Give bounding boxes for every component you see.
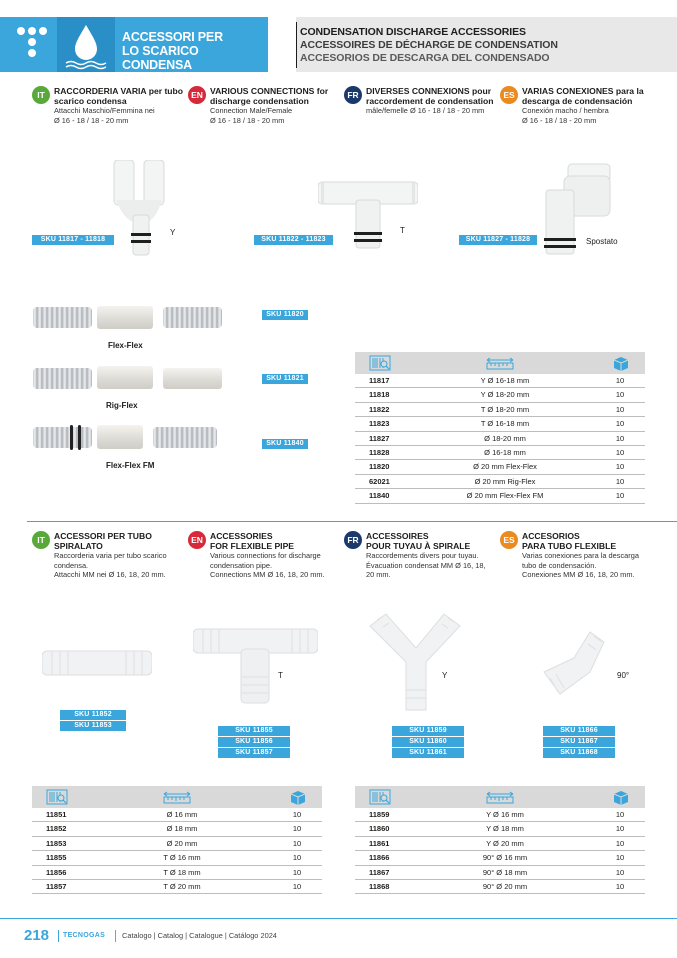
sku-tag: SKU 11856 (218, 737, 290, 747)
product-image-rig-coupler (97, 366, 153, 389)
sku-tag: SKU 11868 (543, 748, 615, 758)
box-quantity-icon (288, 789, 308, 805)
product-code: 11866 (369, 853, 390, 863)
table-row (32, 837, 322, 851)
product-qty: 10 (615, 433, 625, 443)
box-quantity-icon (611, 355, 631, 371)
catalog-label: Catalogo | Catalog | Catalogue | Catálogo 2024 (122, 931, 277, 940)
product-qty: 10 (615, 390, 625, 400)
product-image-t-hose-connector (193, 625, 318, 710)
product-code: 11859 (369, 810, 390, 819)
product-qty: 10 (615, 810, 625, 819)
footer-divider (115, 930, 116, 942)
table-row (355, 866, 645, 880)
table-row (355, 808, 645, 822)
product-image-flex-coupler (97, 306, 153, 329)
product-size: 90° Ø 18 mm (482, 867, 528, 877)
product-size: T Ø 18 mm (163, 867, 201, 877)
product-image-t-connector (318, 180, 418, 255)
lang-block-en: EN ACCESSORIES FOR FLEXIBLE PIPE Various connections for discharge condensation pipe. Connections MM Ø 16, 18, 20 mm. (188, 531, 338, 580)
header-title-fr: ACCESSOIRES DE DÉCHARGE DE CONDENSATION (300, 39, 558, 51)
barcode-search-icon (369, 355, 391, 371)
product-code: 11828 (369, 447, 390, 457)
table-row (355, 822, 645, 836)
table-row (355, 446, 645, 460)
table-row (355, 475, 645, 489)
table-row (32, 880, 322, 894)
table-row (32, 822, 322, 836)
product-table-1 (355, 352, 645, 504)
product-qty: 10 (615, 853, 625, 863)
sku-tag: SKU 11866 (543, 726, 615, 736)
header-title-en: CONDENSATION DISCHARGE ACCESSORIES (300, 26, 526, 38)
sku-tag: SKU 11820 (262, 310, 308, 320)
page-number: 218 (24, 927, 50, 944)
table-row (355, 374, 645, 388)
lang-badge-es: ES (500, 531, 518, 549)
sku-tag: SKU 11852 (60, 710, 126, 720)
lang-badge-en: EN (188, 531, 206, 549)
table-header (355, 352, 645, 374)
product-image-offset-connector (540, 162, 615, 262)
product-qty: 10 (615, 867, 625, 877)
header-title-it: ACCESSORI PER LO SCARICO CONDENSA (122, 30, 223, 72)
product-qty: 10 (615, 376, 625, 385)
product-qty: 10 (615, 462, 625, 472)
product-code: 62021 (369, 476, 390, 486)
product-size: 90° Ø 20 mm (482, 881, 528, 891)
box-quantity-icon (611, 789, 631, 805)
product-qty: 10 (292, 838, 302, 848)
product-code: 11853 (46, 838, 67, 848)
sku-group (392, 726, 464, 758)
product-code: 11856 (46, 867, 67, 877)
footer-line (0, 918, 677, 919)
sku-group (60, 710, 126, 731)
flex-label: Flex-Flex FM (106, 461, 155, 470)
table-row (355, 489, 645, 503)
product-code: 11851 (46, 810, 67, 819)
product-size: Ø 16-18 mm (484, 447, 526, 457)
product-size: Ø 20 mm (166, 838, 198, 848)
product-size: Ø 20 mm Flex-Flex FM (466, 491, 544, 501)
header-titles (300, 26, 670, 65)
sku-group (218, 726, 290, 758)
lang-block-en: EN VARIOUS CONNECTIONS for discharge condensation Connection Male/Female Ø 16 - 18 / 18 - 20 mm (188, 86, 348, 125)
table-row (355, 403, 645, 417)
table-header (32, 786, 322, 808)
lang-block-es: ES ACCESORIOS PARA TUBO FLEXIBLE Varias conexiones para la descarga tubo de condensación. Conexiones MM Ø 16, 18, 20 mm. (500, 531, 650, 580)
product-code: 11817 (369, 376, 390, 385)
table-row (32, 851, 322, 865)
product-qty: 10 (615, 881, 625, 891)
table-row (355, 432, 645, 446)
sku-tag: SKU 11821 (262, 374, 308, 384)
product-image-flex-hose (33, 307, 92, 328)
table-row (355, 837, 645, 851)
product-size: Y Ø 18 mm (486, 824, 524, 834)
brand-dots-icon (17, 27, 51, 63)
sku-tag: SKU 11859 (392, 726, 464, 736)
shape-label-y: Y (442, 671, 448, 680)
table-header (355, 786, 645, 808)
product-qty: 10 (615, 476, 625, 486)
table-row (355, 388, 645, 402)
sku-tag: SKU 11855 (218, 726, 290, 736)
flex-label: Rig-Flex (106, 401, 138, 410)
product-qty: 10 (615, 838, 625, 848)
product-code: 11840 (369, 491, 390, 501)
product-code: 11867 (369, 867, 390, 877)
product-image-elbow-connector (536, 628, 606, 708)
product-code: 11818 (369, 390, 390, 400)
water-drop-icon (57, 17, 115, 72)
product-size: T Ø 16 mm (163, 853, 201, 863)
product-code: 11822 (369, 404, 390, 414)
product-image-flex-hose (153, 427, 217, 448)
product-qty: 10 (615, 419, 625, 429)
sku-tag: SKU 11860 (392, 737, 464, 747)
lang-badge-fr: FR (344, 86, 362, 104)
product-size: 90° Ø 16 mm (482, 853, 528, 863)
product-image-flex-fm-coupler (97, 425, 143, 449)
lang-badge-it: IT (32, 86, 50, 104)
brand-name: TECNOGAS (63, 932, 106, 939)
product-code: 11852 (46, 824, 67, 834)
product-size: Y Ø 16 mm (486, 810, 524, 819)
sku-tag: SKU 11861 (392, 748, 464, 758)
product-qty: 10 (292, 867, 302, 877)
barcode-search-icon (46, 789, 68, 805)
lang-block-fr: FR ACCESSOIRES POUR TUYAU À SPIRALE Raccordements divers pour tuyau. Évacuation condensat MM Ø 16, 18, 20 mm. (344, 531, 494, 580)
shape-label-90: 90° (617, 671, 630, 680)
product-code: 11857 (46, 881, 67, 891)
product-size: Ø 18 mm (166, 824, 198, 834)
product-size: Y Ø 20 mm (486, 838, 524, 848)
product-code: 11861 (369, 838, 390, 848)
product-image-straight-connector (42, 648, 152, 683)
section-divider (27, 521, 677, 522)
lang-badge-fr: FR (344, 531, 362, 549)
measure-icon (162, 789, 192, 805)
product-image-flex-hose (163, 307, 222, 328)
product-code: 11820 (369, 462, 390, 472)
product-size: T Ø 16-18 mm (480, 419, 530, 429)
product-qty: 10 (292, 824, 302, 834)
sku-tag: SKU 11817 - 11818 (32, 235, 114, 245)
lang-block-es: ES VARIAS CONEXIONES para la descarga de condensación Conexión macho / hembra Ø 16 - 18 / 18 - 20 mm (500, 86, 650, 125)
table-row (355, 880, 645, 894)
product-qty: 10 (615, 491, 625, 501)
product-code: 11860 (369, 824, 390, 834)
lang-block-fr: FR DIVERSES CONNEXIONS pour raccordement de condensation mâle/femelle Ø 16 - 18 / 18 - 20 mm (344, 86, 494, 116)
shape-label-y: Y (170, 228, 176, 237)
lang-block-it: IT ACCESSORI PER TUBO SPIRALATO Raccorderia varia per tubo scarico condensa. Attacchi MM nei Ø 16, 18, 20 mm. (32, 531, 182, 580)
sku-tag: SKU 11827 - 11828 (459, 235, 537, 245)
product-code: 11827 (369, 433, 390, 443)
product-code: 11868 (369, 881, 390, 891)
product-image-y-connector (110, 160, 170, 265)
product-size: Ø 18-20 mm (484, 433, 526, 443)
sku-tag: SKU 11867 (543, 737, 615, 747)
measure-icon (485, 789, 515, 805)
product-image-y-hose-connector (368, 612, 463, 717)
product-image-flex-hose (33, 368, 92, 389)
header-title-es: ACCESORIOS DE DESCARGA DEL CONDENSADO (300, 52, 550, 64)
sku-group (543, 726, 615, 758)
product-qty: 10 (292, 810, 302, 819)
product-size: Ø 20 mm Rig-Flex (474, 476, 536, 486)
table-row (355, 460, 645, 474)
sku-tag: SKU 11822 - 11823 (254, 235, 333, 245)
product-image-rigid-pipe (163, 368, 222, 389)
product-size: T Ø 20 mm (163, 881, 201, 891)
flex-label: Flex-Flex (108, 341, 143, 350)
lang-badge-es: ES (500, 86, 518, 104)
product-code: 11855 (46, 853, 67, 863)
product-table-2 (32, 786, 322, 894)
shape-label-spostato: Spostato (586, 237, 618, 246)
product-image-flex-hose (33, 427, 92, 448)
sku-tag: SKU 11853 (60, 721, 126, 731)
barcode-search-icon (369, 789, 391, 805)
table-row (355, 417, 645, 431)
product-size: Ø 16 mm (166, 810, 198, 819)
product-size: T Ø 18-20 mm (480, 404, 530, 414)
product-qty: 10 (615, 824, 625, 834)
product-size: Y Ø 16-18 mm (480, 376, 530, 385)
product-table-3 (355, 786, 645, 894)
product-size: Ø 20 mm Flex-Flex (473, 462, 537, 472)
lang-badge-en: EN (188, 86, 206, 104)
footer-divider (58, 930, 59, 942)
header-divider (296, 22, 297, 68)
table-row (32, 866, 322, 880)
shape-label-t: T (278, 671, 283, 680)
o-ring (78, 425, 81, 450)
sku-tag: SKU 11840 (262, 439, 308, 449)
product-code: 11823 (369, 419, 390, 429)
product-qty: 10 (292, 881, 302, 891)
shape-label-t: T (400, 226, 405, 235)
lang-badge-it: IT (32, 531, 50, 549)
product-qty: 10 (615, 404, 625, 414)
measure-icon (485, 355, 515, 371)
table-row (355, 851, 645, 865)
product-qty: 10 (292, 853, 302, 863)
sku-tag: SKU 11857 (218, 748, 290, 758)
lang-block-it: IT RACCORDERIA VARIA per tubo scarico condensa Attacchi Maschio/Femmina nei Ø 16 - 18 / 18 - 20 mm (32, 86, 192, 125)
o-ring (70, 425, 73, 450)
product-qty: 10 (615, 447, 625, 457)
product-size: Y Ø 18-20 mm (480, 390, 530, 400)
table-row (32, 808, 322, 822)
